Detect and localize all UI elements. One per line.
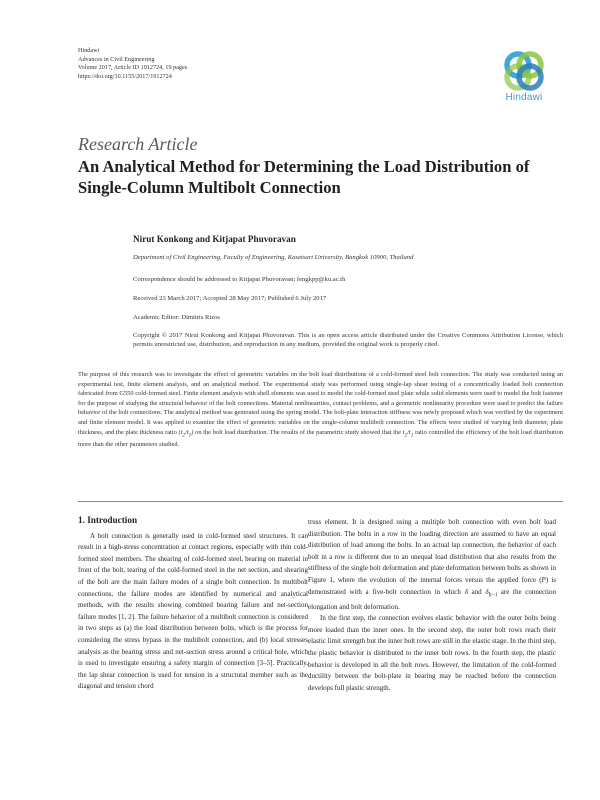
academic-editor: Academic Editor: Dimitris Rizos [133, 314, 220, 321]
authors: Nirut Konkong and Kitjapat Phuvoravan [133, 234, 296, 244]
intro-paragraph-1-continued: truss element. It is designed using a multiple bolt connection with even bolt load distribution. The bolts in a row in the loading direction are assumed to have an equal distribution of load among the bolts. In an actual lap connection, the behavior of each bolt in a row is different due to an unequal load distribution that also results from the stiffness of the single bolt deformation and plate deformation between bolts as shown in Figure 1, where the evolution of the internal forces versus the applied force (P) is demonstrated with a five-bolt connection in which δ and $\delta_{b-i}$ are the connection elongation and bolt deformation. [308, 518, 557, 611]
body-column-right [308, 517, 556, 694]
hindawi-logo-text: Hindawi [505, 92, 543, 103]
journal-name: Advances in Civil Engineering [78, 55, 155, 63]
abstract: The purpose of this research was to investigate the effect of geometric variables on the bolt load distributions of a cold-formed steel bolt connection. The study was conducted using an experimental test, finite element analysis, and an analytical method. The experimental study was performed using single-lap shear testing of a concentrically loaded bolt connection fabricated from G550 cold-formed steel. Finite element analysis with shell elements was used to model the cold-formed steel plate while solid elements were used to model the bolt fastener for the purpose of studying the structural behavior of the bolt connections. Material nonlinearities, contact problems, and a geometric nonlinearity procedure were used to predict the failure behavior of the bolt connections. The analytical method was generated using the spring model. The bolt-plate interaction stiffness was newly proposed which was verified by the experiment and finite element model. It was applied to examine the effect of geometric variables on the single-column multibolt connection. The effects were studied of varying bolt diameter, plate thickness, and the plate thickness ratio $(t_2/t_1)$ on the bolt load distribution. The results of the parametric study showed that the $t_2/t_1$ ratio controlled the efficiency of the bolt load distribution more than the other parameters studied. [78, 371, 563, 449]
copyright-notice: Copyright © 2017 Nirut Konkong and Kitjapat Phuvoravan. This is an open access article distributed under the Creative Commons Attribution License, which permits unrestricted use, distribution, and reproduction in any medium, provided the original work is properly cited. [133, 332, 563, 348]
doi-link[interactable]: https://doi.org/10.1155/2017/1912724 [78, 72, 172, 80]
correspondence: Correspondence should be addressed to Kitjapat Phuvoravan; fengkpp@ku.ac.th [133, 276, 346, 283]
section-divider [78, 501, 563, 502]
intro-paragraph-2: In the first step, the connection evolves elastic behavior with the outer bolts being more loaded than the inner ones. In the second step, the outer bolt rows reach their elastic limit strength but the inner bolt rows are still in the elastic stage. In the third step, the plastic behavior is distributed to the inner bolt rows. In the fourth step, the plastic behavior is developed in all the bolt rows. However, the limitation of the cold-formed ductility between the bolt-plate in bearing may be reached before the connection develops full plastic strength. [308, 614, 556, 692]
article-type: Research Article [78, 134, 198, 154]
publisher-name: Hindawi [78, 47, 100, 54]
abstract-text: The purpose of this research was to investigate the effect of geometric variables on the bolt load distributions of a cold-formed steel bolt connection. The study was conducted using an experimental test, finite element analysis, and an analytical method. The experimental study was performed using single-lap shear testing of a concentrically loaded bolt connection fabricated from G550 cold-formed steel. Finite element analysis with shell elements was used to model the cold-formed steel plate while solid elements were used to model the bolt fastener for the purpose of studying the structural behavior of the bolt connections. Material nonlinearities, contact problems, and a geometric nonlinearity procedure were used to predict the failure behavior of the bolt connections. The analytical method was generated using the spring model. The bolt-plate interaction stiffness was newly proposed which was verified by the experiment and finite element model. It was applied to examine the effect of geometric variables on the single-column multibolt connection. The effects were studied of varying bolt diameter, plate thickness, and the plate thickness ratio [78, 371, 563, 436]
intro-paragraph-1: A bolt connection is generally used in cold-formed steel structures. It can result in a high-stress concentration at contact regions, especially with thin cold-formed steel members. The shearing of cold-formed steel, bearing on material in front of the bolt, tearing of the cold-formed steel in the net section, and shearing of the bolt are the main failure modes of a single bolt connection. In multibolt connections, the failure modes are identified by numerical and analytical methods, with the results showing combined bearing failure and net-section failure modes [1, 2]. The failure behavior of a multibolt connection is considered in two steps as (a) the load distribution between bolts, which is the process for considering the stress bypass in the multibolt connection, and (b) local stresses analysis as the bearing stress and net-section stress around a critical hole, which is used to investigate ensuring a safety margin of connection [3–5]. Practically, the lap shear connection is used for tension in a structural member such as the diagonal and tension chord [78, 531, 308, 691]
section-heading-introduction: 1. Introduction [78, 515, 138, 525]
publication-dates: Received 23 March 2017; Accepted 28 May 2017; Published 6 July 2017 [133, 295, 327, 302]
volume-info: Volume 2017, Article ID 1912724, 19 pages [78, 64, 188, 72]
affiliation: Department of Civil Engineering, Faculty of Engineering, Kasetsart University, Bangkok 10900, Thailand [133, 254, 414, 261]
body-column-left [78, 515, 308, 693]
journal-header [78, 47, 187, 81]
paper-title: An Analytical Method for Determining the Load Distribution of Single-Column Multibolt Connection [78, 157, 530, 197]
